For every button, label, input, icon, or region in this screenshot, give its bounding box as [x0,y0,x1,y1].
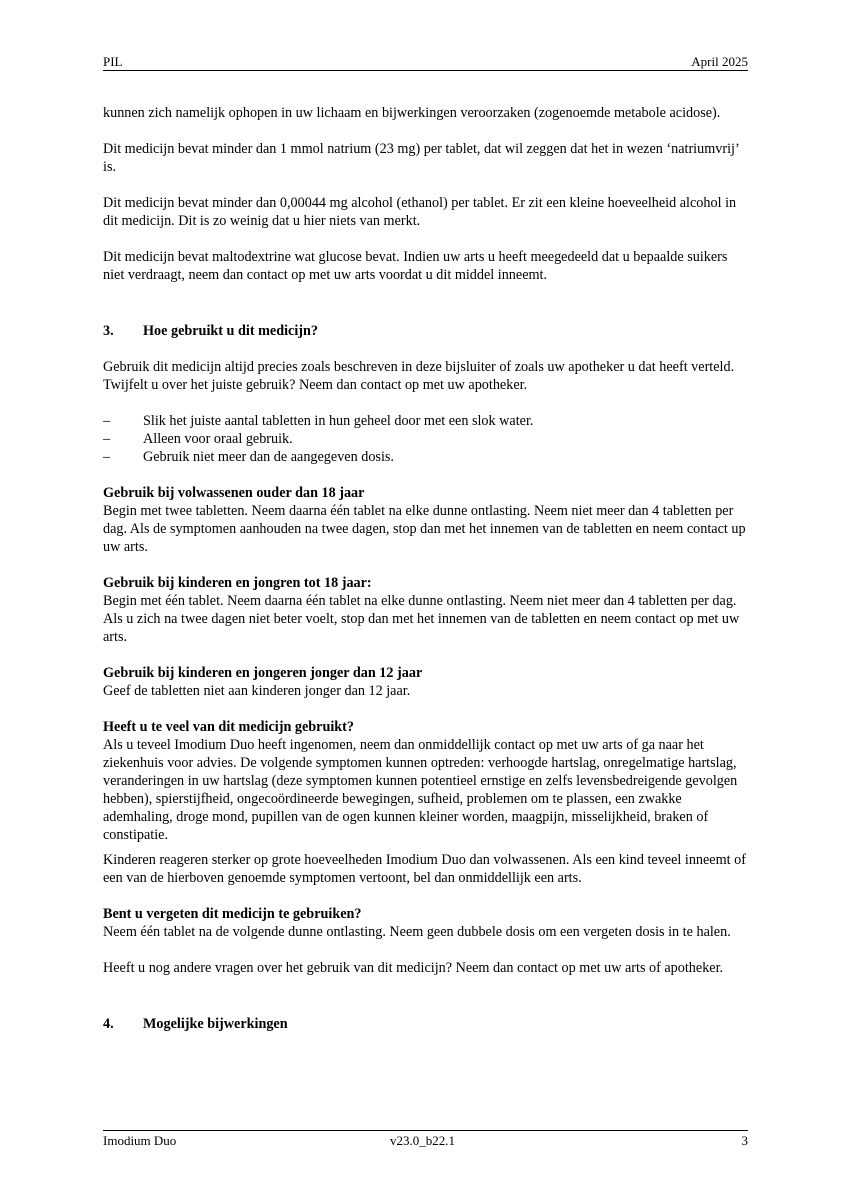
list-item-text: Gebruik niet meer dan de aangegeven dosis. [143,449,394,465]
footer-product: Imodium Duo [103,1133,177,1148]
paragraph: Als u teveel Imodium Duo heeft ingenomen, neem dan onmiddellijk contact op met uw arts of ga naar het ziekenhuis voor advies. De volgende symptomen kunnen optreden: verhoogde hartslag, onregelmatige hartslag, veranderingen in uw hartslag (deze symptomen kunnen potentieel ernstige en zelfs levensbedreigende gevolgen hebben), spierstijfheid, ongecoördineerde bewegingen, sufheid, problemen om te plassen, een zwakke ademhaling, droge mond, pupillen van de ogen kunnen kleiner worden, maagpijn, misselijkheid, braken of constipatie. [103,737,738,843]
header-date: April 2025 [691,54,748,69]
subheading-adults: Gebruik bij volwassenen ouder dan 18 jaar [103,485,365,501]
paragraph: Geef de tabletten niet aan kinderen jonger dan 12 jaar. [103,683,411,699]
paragraph: Heeft u nog andere vragen over het gebruik van dit medicijn? Neem dan contact op met uw arts of apotheker. [103,960,724,976]
header-left: PIL [103,54,123,69]
document-page [103,0,748,1200]
list-item [103,430,748,448]
paragraph: Neem één tablet na de volgende dunne ontlasting. Neem geen dubbele dosis om een vergeten dosis in te halen. [103,924,731,940]
paragraph: Dit medicijn bevat maltodextrine wat glucose bevat. Indien uw arts u heeft meegedeeld dat u bepaalde suikers niet verdraagt, neem dan contact op met uw arts voordat u dit middel inneemt. [103,249,728,283]
section-heading-3 [103,322,748,340]
subheading-forgot: Bent u vergeten dit medicijn te gebruiken? [103,906,362,922]
instruction-list [103,412,748,466]
dash-bullet: – [103,431,111,447]
page-header [103,54,748,71]
dash-bullet: – [103,449,111,465]
document-body [103,104,748,1033]
page-footer [103,1130,748,1149]
paragraph: Kinderen reageren sterker op grote hoeveelheden Imodium Duo dan volwassenen. Als een kind teveel inneemt of een van de hierboven genoemde symptomen vertoont, bel dan onmiddellijk een arts. [103,852,746,886]
list-item-text: Slik het juiste aantal tabletten in hun geheel door met een slok water. [143,413,534,429]
section-heading-4 [103,1015,748,1033]
section-number: 3. [103,323,114,339]
subheading-overdose: Heeft u te veel van dit medicijn gebruikt? [103,719,355,735]
paragraph: Begin met één tablet. Neem daarna één tablet na elke dunne ontlasting. Neem niet meer dan 4 tabletten per dag. Als u zich na twee dagen niet beter voelt, stop dan met het innemen van de tabletten en neem contact op met uw arts. [103,593,740,645]
section-intro: Gebruik dit medicijn altijd precies zoals beschreven in deze bijsluiter of zoals uw apotheker u dat heeft verteld. Twijfelt u over het juiste gebruik? Neem dan contact op met uw apotheker. [103,359,735,393]
paragraph: Dit medicijn bevat minder dan 0,00044 mg alcohol (ethanol) per tablet. Er zit een kleine hoeveelheid alcohol in dit medicijn. Dit is zo weinig dat u hier niets van merkt. [103,195,737,229]
section-title: Hoe gebruikt u dit medicijn? [143,323,318,339]
subheading-under12: Gebruik bij kinderen en jongeren jonger dan 12 jaar [103,665,423,681]
paragraph: Dit medicijn bevat minder dan 1 mmol natrium (23 mg) per tablet, dat wil zeggen dat het in wezen ‘natriumvrij’ is. [103,141,739,175]
paragraph: kunnen zich namelijk ophopen in uw lichaam en bijwerkingen veroorzaken (zogenoemde metabole acidose). [103,105,721,121]
dash-bullet: – [103,413,111,429]
list-item [103,412,748,430]
page-number: 3 [741,1133,748,1148]
section-number: 4. [103,1016,114,1032]
section-title: Mogelijke bijwerkingen [143,1016,288,1032]
subheading-children: Gebruik bij kinderen en jongren tot 18 jaar: [103,575,372,591]
paragraph: Begin met twee tabletten. Neem daarna één tablet na elke dunne ontlasting. Neem niet meer dan 4 tabletten per dag. Als de symptomen aanhouden na twee dagen, stop dan met het innemen van de tabletten en neem contact up uw arts. [103,503,746,555]
footer-version: v23.0_b22.1 [390,1133,455,1148]
list-item-text: Alleen voor oraal gebruik. [143,431,293,447]
list-item [103,448,748,466]
